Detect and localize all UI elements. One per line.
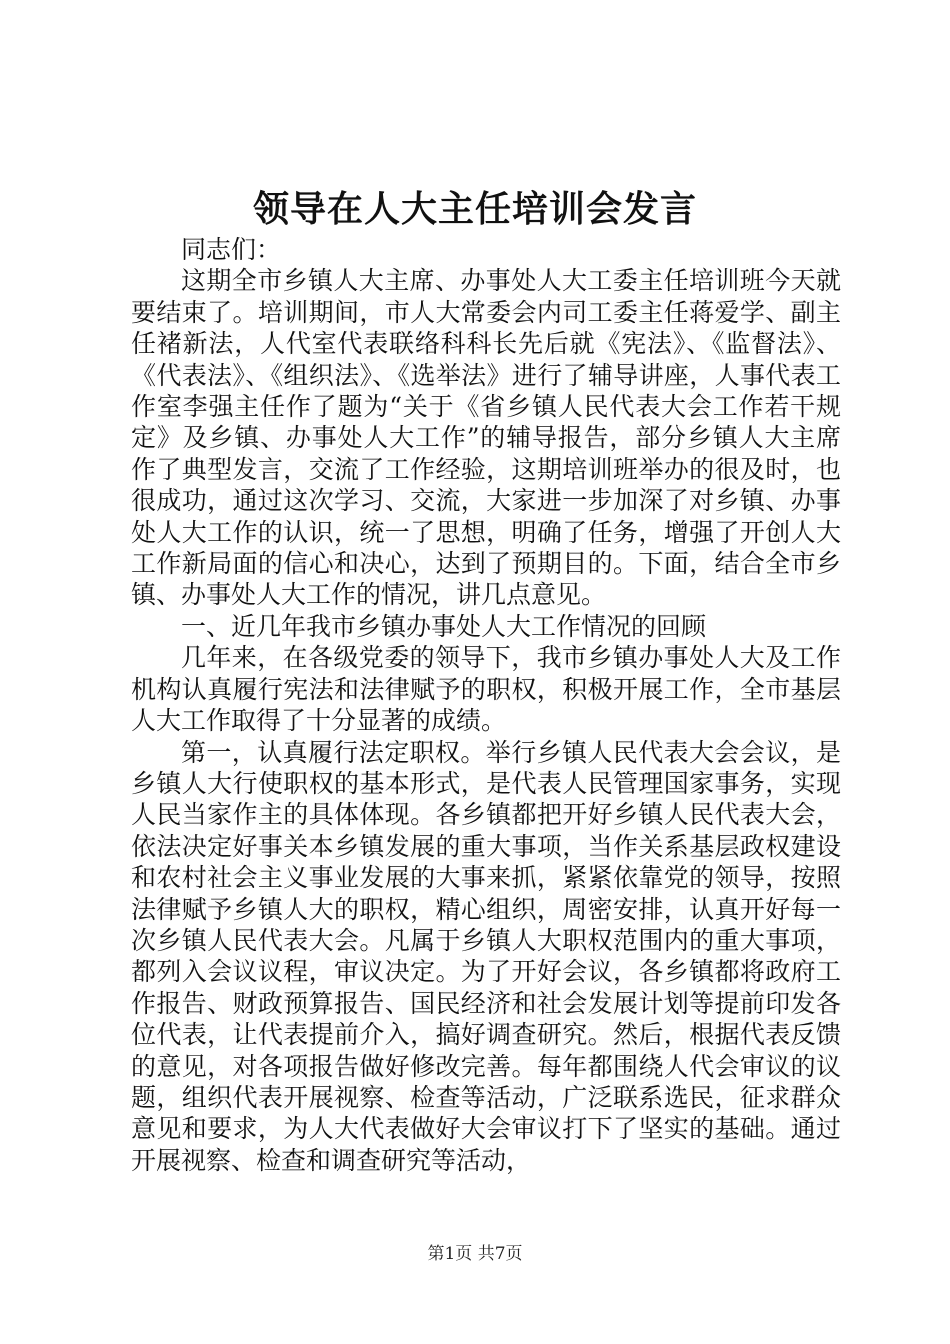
body-paragraph: 第一，认真履行法定职权。举行乡镇人民代表大会会议，是乡镇人大行使职权的基本形式，是代表人民管理国家事务，实现人民当家作主的具体体现。各乡镇都把开好乡镇人民代表大会，依法决定好事关本乡镇发展的重大事项，当作关系基层政权建设和农村社会主义事业发展的大事来抓，紧紧依靠党的领导，按照法律赋予乡镇人大的职权，精心组织，周密安排，认真开好每一次乡镇人民代表大会。凡属于乡镇人大职权范围内的重大事项，都列入会议议程，审议决定。为了开好会议，各乡镇都将政府工作报告、财政预算报告、国民经济和社会发展计划等提前印发各位代表，让代表提前介入，搞好调查研究。然后，根据代表反馈的意见，对各项报告做好修改完善。每年都围绕人代会审议的议题，组织代表开展视察、检查等活动，广泛联系选民，征求群众意见和要求，为人大代表做好大会审议打下了坚实的基础。通过开展视察、检查和调查研究等活动， [131, 737, 841, 1175]
salutation-paragraph: 同志们： [181, 235, 282, 264]
document-body [131, 234, 841, 1176]
body-paragraph: 这期全市乡镇人大主席、办事处人大工委主任培训班今天就要结束了。培训期间，市人大常委会内司工委主任蒋爱学、副主任褚新法，人代室代表联络科科长先后就《宪法》、《监督法》、《代表法》、《组织法》、《选举法》进行了辅导讲座，人事代表工作室李强主任作了题为“关于《省乡镇人民代表大会工作若干规定》及乡镇、办事处人大工作”的辅导报告，部分乡镇人大主席作了典型发言，交流了工作经验，这期培训班举办的很及时，也很成功，通过这次学习、交流，大家进一步加深了对乡镇、办事处人大工作的认识，统一了思想，明确了任务，增强了开创人大工作新局面的信心和决心，达到了预期目的。下面，结合全市乡镇、办事处人大工作的情况，讲几点意见。 [131, 266, 841, 610]
document-title: 领导在人大主任培训会发言 [252, 188, 697, 230]
section-heading: 一、近几年我市乡镇办事处人大工作情况的回顾 [181, 611, 707, 641]
body-paragraph: 几年来，在各级党委的领导下，我市乡镇办事处人大及工作机构认真履行宪法和法律赋予的职权，积极开展工作，全市基层人大工作取得了十分显著的成绩。 [131, 643, 841, 736]
page-number-footer: 第1页 共7页 [427, 1244, 523, 1264]
